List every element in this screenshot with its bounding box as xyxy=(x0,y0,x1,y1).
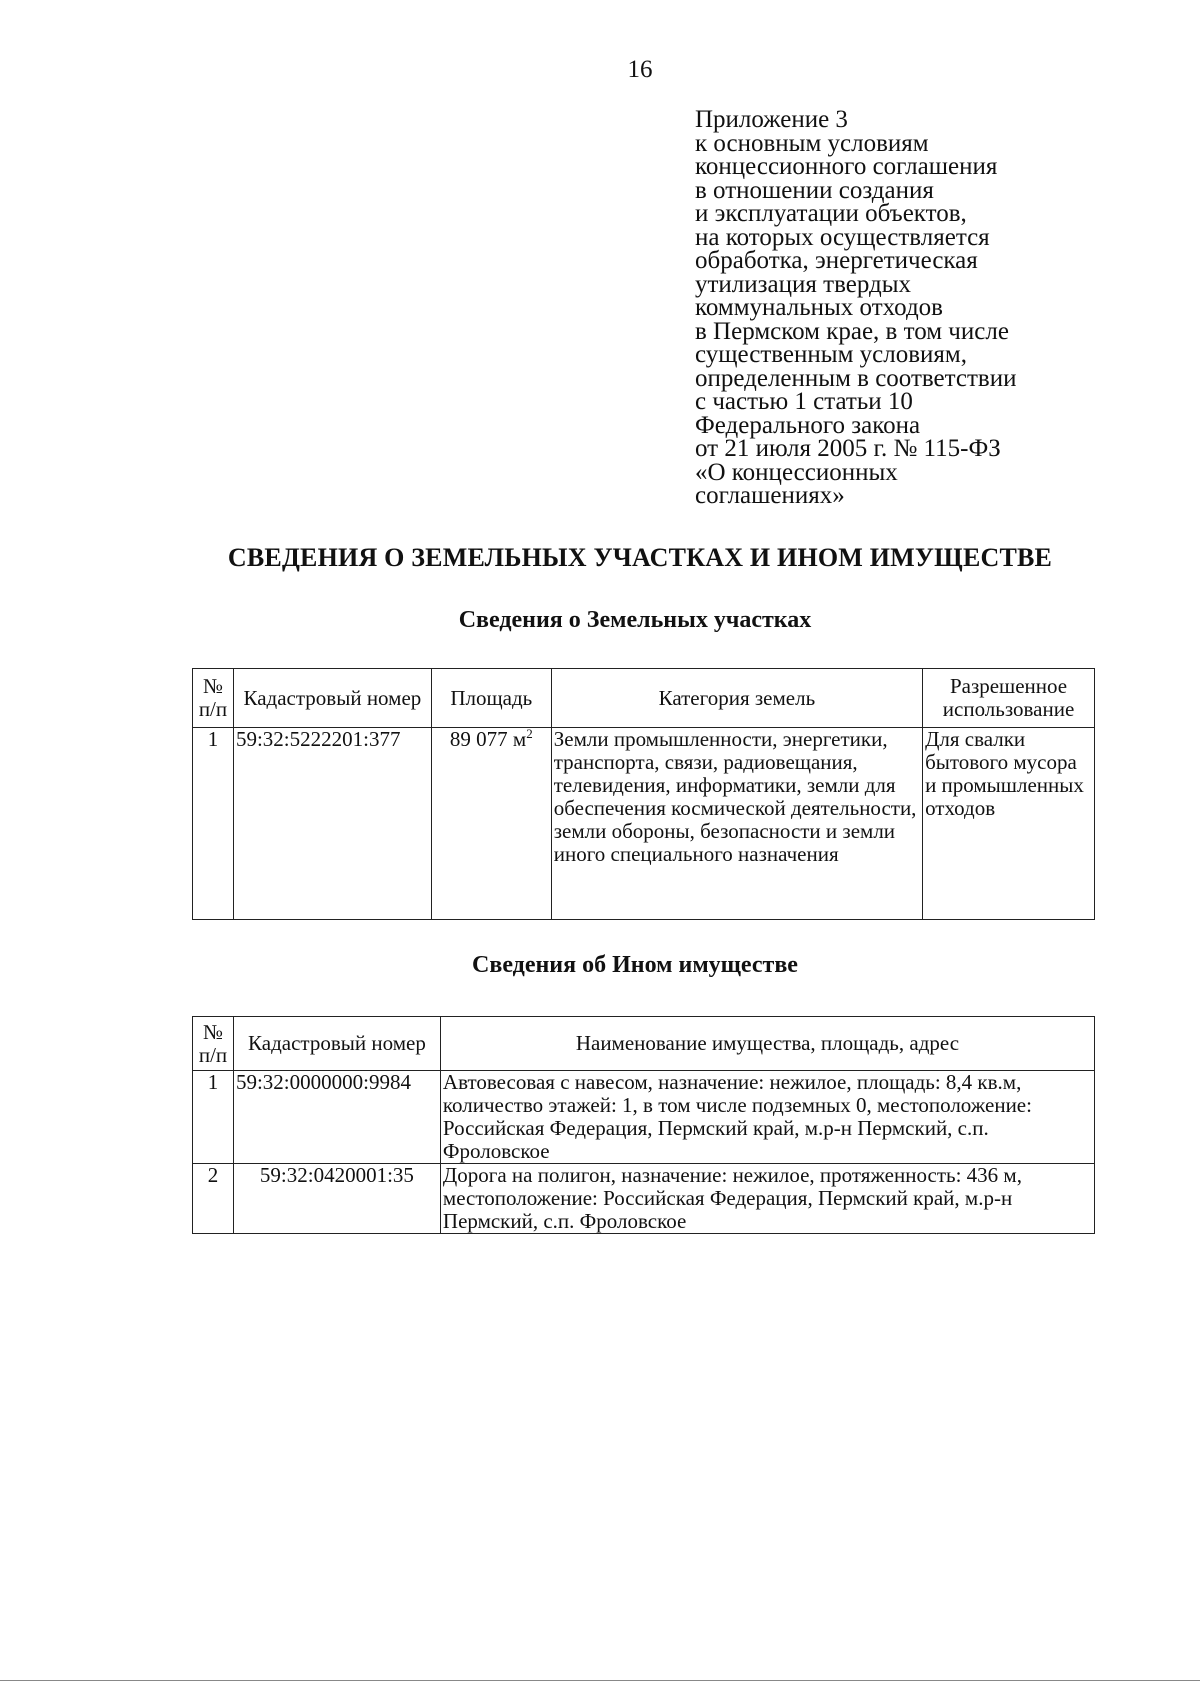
area-unit-exponent: 2 xyxy=(526,726,533,741)
appendix-line: на которых осуществляется xyxy=(695,223,990,251)
appendix-line: определенным в соответствии xyxy=(695,364,1017,392)
appendix-line: Федерального закона xyxy=(695,411,921,439)
table-row xyxy=(193,728,1095,920)
header-cadastral: Кадастровый номер xyxy=(233,1017,440,1071)
row-cadastral: 59:32:5222201:377 xyxy=(233,728,431,920)
other-section-title: Сведения об Ином имуществе xyxy=(472,952,798,978)
main-title: СВЕДЕНИЯ О ЗЕМЕЛЬНЫХ УЧАСТКАХ И ИНОМ ИМУЩЕСТВЕ xyxy=(227,543,1053,572)
row-category: Земли промышленности, энергетики, транспорта, связи, радиовещания, телевидения, информатики, земли для обеспечения космической деятельности, земли обороны, безопасности и земли иного специального назначения xyxy=(551,728,922,920)
other-property-table xyxy=(192,1016,1095,1234)
header-name: Наименование имущества, площадь, адрес xyxy=(440,1017,1094,1071)
header-cadastral: Кадастровый номер xyxy=(233,669,431,728)
row-num: 2 xyxy=(193,1164,234,1234)
row-name: Дорога на полигон, назначение: нежилое, протяженность: 436 м, местоположение: Российская Федерация, Пермский край, м.р-н Пермский, с.п. Фроловское xyxy=(440,1164,1094,1234)
header-usage: Разрешенное использование xyxy=(923,669,1095,728)
appendix-line: в отношении создания xyxy=(695,176,934,204)
table-header-row xyxy=(193,669,1095,728)
row-cadastral: 59:32:0420001:35 xyxy=(233,1164,440,1234)
header-num: № п/п xyxy=(193,1017,234,1071)
appendix-line: с частью 1 статьи 10 xyxy=(695,388,913,415)
appendix-line: существенным условиям, xyxy=(695,341,967,368)
appendix-line: соглашениях» xyxy=(695,482,845,509)
appendix-note xyxy=(695,108,1115,508)
appendix-line: Приложение 3 xyxy=(695,106,848,133)
header-category: Категория земель xyxy=(551,669,922,728)
appendix-line: от 21 июля 2005 г. № 115-ФЗ xyxy=(695,435,1001,462)
land-section-title: Сведения о Земельных участках xyxy=(458,607,812,633)
appendix-line: в Пермском крае, в том числе xyxy=(695,317,1009,345)
scan-edge-line xyxy=(0,1680,1200,1681)
row-name: Автовесовая с навесом, назначение: нежилое, площадь: 8,4 кв.м, количество этажей: 1, в том числе подземных 0, местоположение: Российская Федерация, Пермский край, м.р-н Пермский, с.п. Фроловское xyxy=(440,1071,1094,1164)
area-value: 89 077 м xyxy=(449,727,527,751)
row-usage: Для свалки бытового мусора и промышленных отходов xyxy=(923,728,1095,920)
row-cadastral: 59:32:0000000:9984 xyxy=(233,1071,440,1164)
land-table xyxy=(192,668,1095,920)
page-number: 16 xyxy=(627,56,653,83)
appendix-line: и эксплуатации объектов, xyxy=(695,200,967,227)
header-num: № п/п xyxy=(193,669,234,728)
appendix-line: концессионного соглашения xyxy=(695,153,998,180)
appendix-line: «О концессионных xyxy=(695,458,898,486)
row-area xyxy=(431,728,551,920)
header-area: Площадь xyxy=(431,669,551,728)
table-header-row xyxy=(193,1017,1095,1071)
row-num: 1 xyxy=(193,728,234,920)
appendix-line: коммунальных отходов xyxy=(695,294,943,321)
appendix-line: обработка, энергетическая xyxy=(695,247,978,274)
appendix-line: утилизация твердых xyxy=(695,270,912,298)
table-row xyxy=(193,1071,1095,1164)
row-num: 1 xyxy=(193,1071,234,1164)
appendix-line: к основным условиям xyxy=(695,129,929,157)
table-row xyxy=(193,1164,1095,1234)
